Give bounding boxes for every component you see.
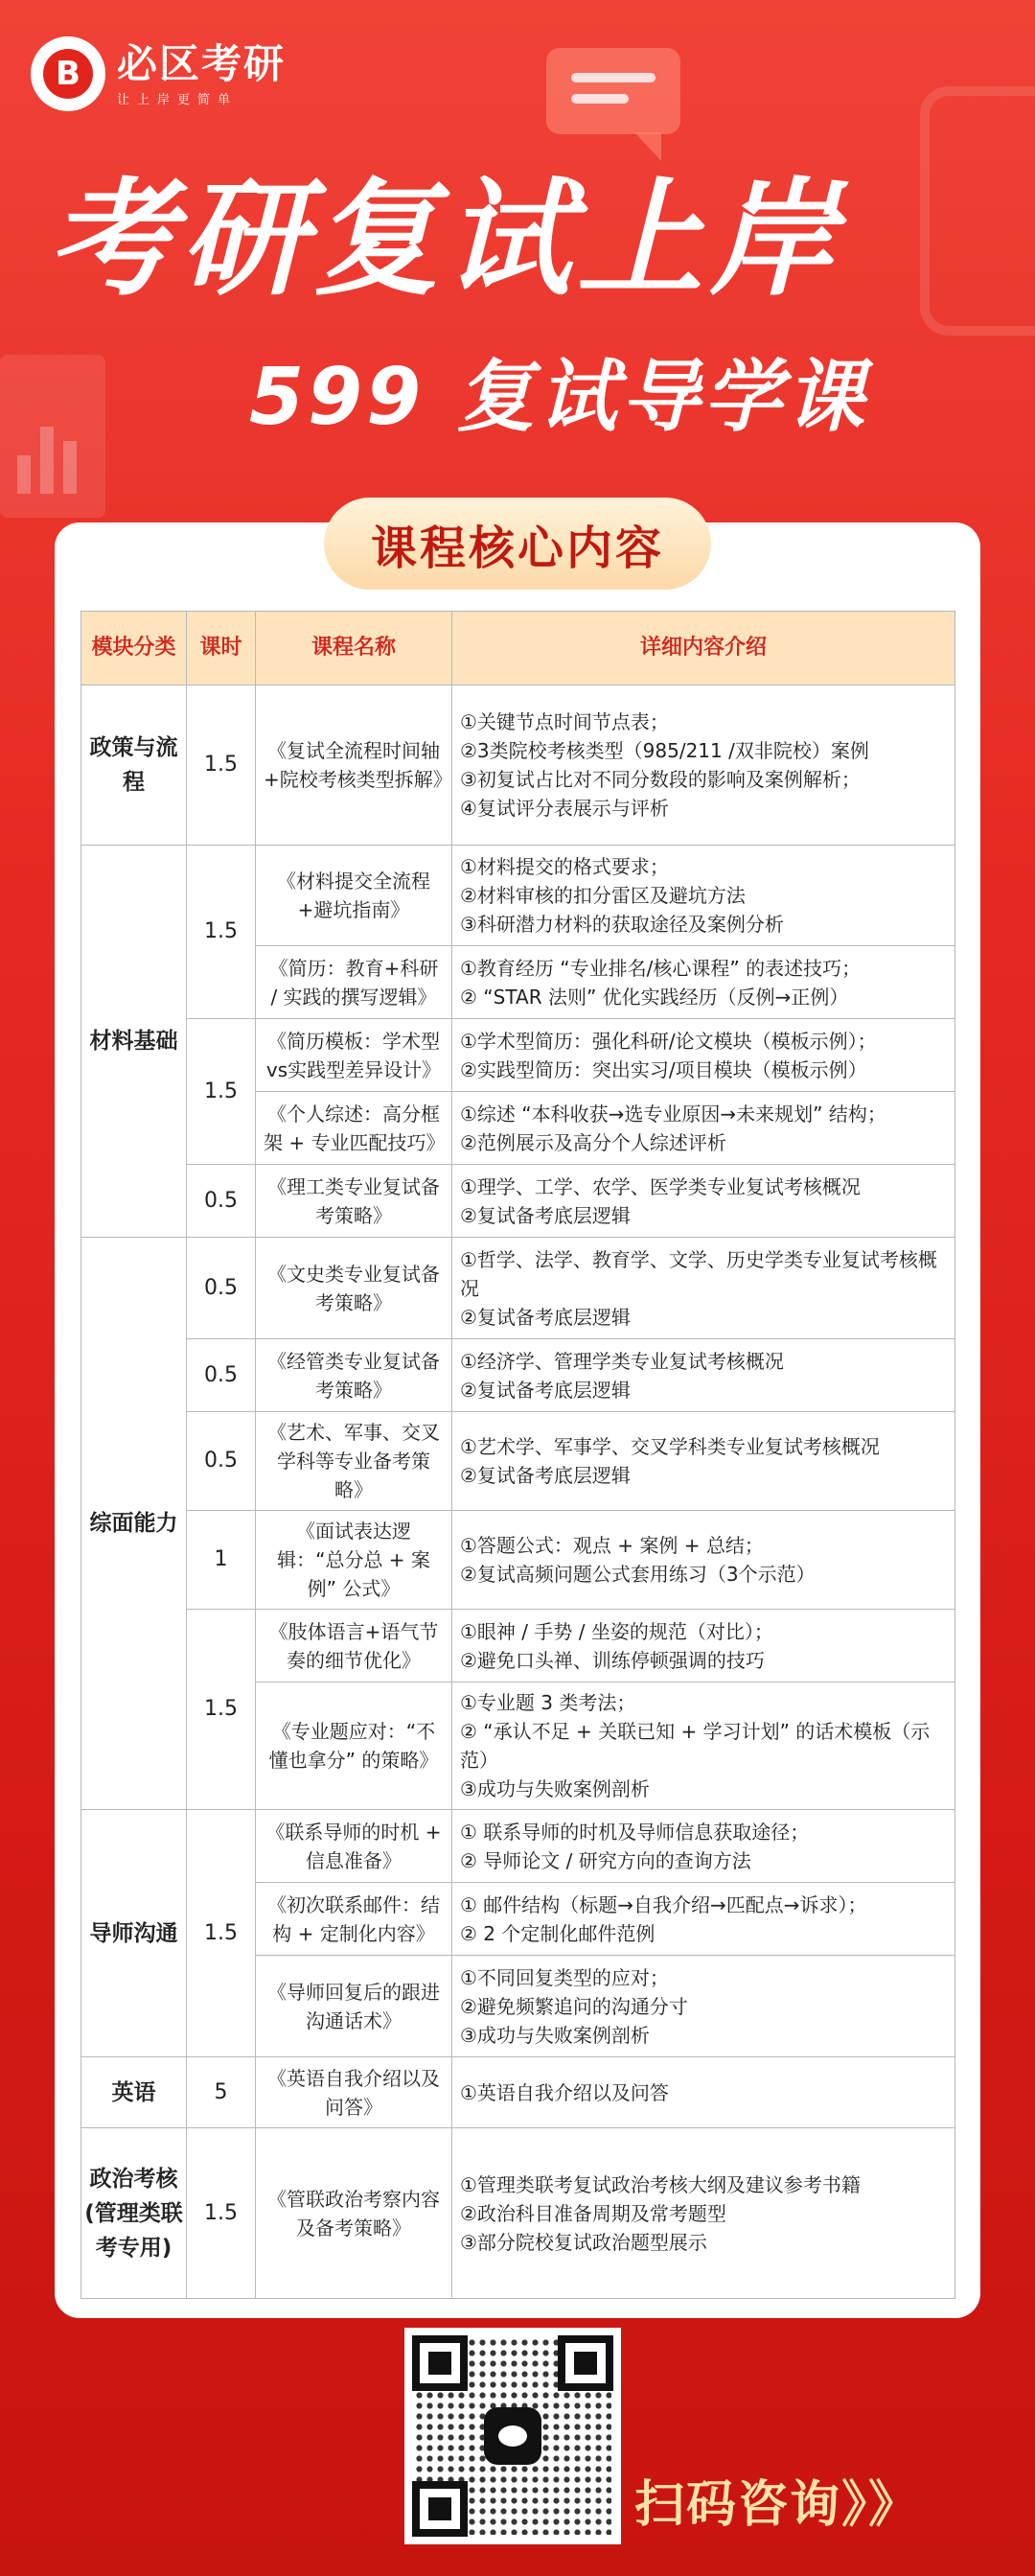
table-header-row [81, 612, 955, 685]
module-cell: 导师沟通 [81, 1810, 187, 2057]
detail-line: ②复试高频问题公式套用练习（3个示范） [460, 1563, 816, 1586]
course-name-cell: 《简历：教育+科研 / 实践的撰写逻辑》 [256, 946, 452, 1019]
chat-bubble-icon [546, 48, 680, 134]
qr-finder [412, 2481, 468, 2537]
course-name-cell: 《联系导师的时机 + 信息准备》 [256, 1810, 452, 1883]
brand-name: 必区考研 [117, 39, 287, 87]
qr-finder [412, 2335, 468, 2391]
course-name-cell: 《经管类专业复试备考策略》 [256, 1339, 452, 1412]
detail-line: ① 邮件结构（标题→自我介绍→匹配点→诉求）； [460, 1892, 867, 1916]
table-row [81, 2057, 955, 2128]
detail-line: ② “STAR 法则” 优化实践经历（反例→正例） [460, 985, 849, 1009]
details-cell [452, 1339, 955, 1412]
header-details: 详细内容介绍 [452, 612, 955, 685]
header-hours: 课时 [187, 612, 256, 685]
details-cell [452, 1683, 955, 1810]
course-name-cell: 《导师回复后的跟进沟通话术》 [256, 1956, 452, 2057]
detail-line: ③成功与失败案例剖析 [460, 1777, 650, 1800]
detail-line: ①管理类联考复试政治考核大纲及建议参考书籍 [460, 2172, 861, 2196]
detail-line: ①艺术学、军事学、交叉学科类专业复试考核概况 [460, 1435, 880, 1458]
details-cell [452, 1511, 955, 1610]
bubble-line [571, 94, 629, 104]
logo-icon-letter: B [43, 49, 93, 99]
detail-line: ② “承认不足 + 关联已知 + 学习计划” 的话术模板（示范） [460, 1720, 931, 1772]
table-row [81, 1339, 955, 1412]
course-name-cell: 《简历模板：学术型vs实践型差异设计》 [256, 1019, 452, 1092]
course-name-cell: 《专业题应对：“不懂也拿分” 的策略》 [256, 1683, 452, 1810]
detail-line: ①材料提交的格式要求； [460, 855, 669, 878]
scan-consult-text: 扫码咨询》》 [634, 2476, 921, 2534]
detail-line: ①英语自我介绍以及问答 [460, 2080, 669, 2104]
details-cell [452, 946, 955, 1019]
detail-line: ②复试备考底层逻辑 [460, 1203, 631, 1227]
detail-line: ①专业题 3 类考法； [460, 1691, 636, 1714]
detail-line: ①答题公式：观点 + 案例 + 总结； [460, 1534, 764, 1557]
hours-cell: 0.5 [187, 1412, 256, 1511]
main-title: 考研复试上岸 [48, 166, 841, 313]
details-cell [452, 1956, 955, 2057]
table-row [81, 1511, 955, 1610]
details-cell [452, 1810, 955, 1883]
hours-cell: 5 [187, 2057, 256, 2128]
detail-line: ②复试备考底层逻辑 [460, 1378, 631, 1402]
details-cell [452, 1412, 955, 1511]
table-row [81, 685, 955, 846]
course-name-cell: 《面试表达逻辑：“总分总 + 案例” 公式》 [256, 1511, 452, 1610]
detail-line: ①关键节点时间节点表； [460, 710, 669, 733]
detail-line: ② 2 个定制化邮件范例 [460, 1921, 656, 1945]
detail-line: ② 导师论文 / 研究方向的查询方法 [460, 1848, 751, 1872]
module-cell: 材料基础 [81, 846, 187, 1238]
detail-line: ①理学、工学、农学、医学类专业复试考核概况 [460, 1174, 861, 1198]
hours-cell: 1.5 [187, 846, 256, 1019]
module-cell: 政策与流程 [81, 685, 187, 846]
detail-line: ① 联系导师的时机及导师信息获取途径； [460, 1820, 810, 1844]
hours-cell: 0.5 [187, 1339, 256, 1412]
course-name-cell: 《管联政治考察内容及备考策略》 [256, 2128, 452, 2299]
detail-line: ①学术型简历：强化科研/论文模块（模板示例）； [460, 1029, 877, 1053]
chart-decoration [0, 355, 105, 518]
course-name-cell: 《个人综述：高分框架 + 专业匹配技巧》 [256, 1092, 452, 1165]
bubble-line [571, 73, 656, 82]
detail-line: ①教育经历 “专业排名/核心课程” 的表述技巧； [460, 956, 862, 980]
hours-cell: 1.5 [187, 685, 256, 846]
detail-line: ①眼神 / 手势 / 坐姿的规范（对比）； [460, 1619, 773, 1643]
details-cell [452, 1092, 955, 1165]
qr-code[interactable] [404, 2328, 621, 2544]
module-cell: 综面能力 [81, 1238, 187, 1810]
course-name-cell: 《文史类专业复试备考策略》 [256, 1238, 452, 1339]
detail-line: ②政治科目准备周期及常考题型 [460, 2201, 726, 2225]
course-name-cell: 《英语自我介绍以及问答》 [256, 2057, 452, 2128]
detail-line: ①不同回复类型的应对； [460, 1965, 669, 1989]
course-name-cell: 《肢体语言+语气节奏的细节优化》 [256, 1610, 452, 1683]
hours-cell: 1.5 [187, 1610, 256, 1810]
detail-line: ③初复试占比对不同分数段的影响及案例解析； [460, 768, 861, 791]
detail-line: ②复试备考底层逻辑 [460, 1464, 631, 1487]
table-row [81, 1238, 955, 1339]
details-cell [452, 1165, 955, 1238]
table-row [81, 2128, 955, 2299]
detail-line: ②3类院校考核类型（985/211 /双非院校）案例 [460, 739, 869, 762]
table-row [81, 1810, 955, 1883]
detail-line: ④复试评分表展示与评析 [460, 797, 669, 820]
details-cell [452, 2057, 955, 2128]
table-row [81, 1412, 955, 1511]
detail-line: ②材料审核的扣分雷区及避坑方法 [460, 884, 746, 907]
deco-bar [63, 441, 77, 494]
detail-line: ③成功与失败案例剖析 [460, 2023, 650, 2047]
deco-bar [40, 427, 54, 494]
hours-cell: 0.5 [187, 1238, 256, 1339]
table-row [81, 1610, 955, 1683]
detail-line: ②范例展示及高分个人综述评析 [460, 1130, 726, 1154]
detail-line: ②避免口头禅、训练停顿强调的技巧 [460, 1648, 765, 1672]
details-cell [452, 2128, 955, 2299]
course-name-cell: 《材料提交全流程+避坑指南》 [256, 846, 452, 946]
detail-line: ②复试备考底层逻辑 [460, 1305, 631, 1329]
module-cell: 政治考核(管理类联考专用) [81, 2128, 187, 2299]
course-name-cell: 《复试全流程时间轴+院校考核类型拆解》 [256, 685, 452, 846]
details-cell [452, 846, 955, 946]
details-cell [452, 1610, 955, 1683]
details-cell [452, 1019, 955, 1092]
section-title: 课程核心内容 [324, 498, 711, 590]
course-name-cell: 《初次联系邮件：结构 + 定制化内容》 [256, 1883, 452, 1956]
detail-line: ③部分院校复试政治题型展示 [460, 2230, 707, 2254]
header-course-name: 课程名称 [256, 612, 452, 685]
header-module: 模块分类 [81, 612, 187, 685]
hours-cell: 1 [187, 1511, 256, 1610]
module-cell: 英语 [81, 2057, 187, 2128]
details-cell [452, 1238, 955, 1339]
detail-line: ②实践型简历：突出实习/项目模块（模板示例） [460, 1057, 867, 1081]
hours-cell: 1.5 [187, 1810, 256, 2057]
detail-line: ③科研潜力材料的获取途径及案例分析 [460, 913, 784, 936]
detail-line: ①经济学、管理学类专业复试考核概况 [460, 1349, 784, 1373]
brand-logo [31, 36, 286, 111]
course-name-cell: 《理工类专业复试备考策略》 [256, 1165, 452, 1238]
wechat-icon [484, 2407, 541, 2465]
deco-bar [17, 455, 31, 494]
sub-title: 599 复试导学课 [249, 352, 868, 443]
table-row [81, 1165, 955, 1238]
details-cell [452, 685, 955, 846]
logo-icon [31, 36, 105, 111]
hours-cell: 1.5 [187, 1019, 256, 1165]
detail-line: ①综述 “本科收获→选专业原因→未来规划” 结构； [460, 1102, 886, 1126]
hours-cell: 1.5 [187, 2128, 256, 2299]
course-table [80, 611, 955, 2299]
brand-slogan: 让上岸更简单 [117, 92, 239, 107]
course-name-cell: 《艺术、军事、交叉学科等专业备考策略》 [256, 1412, 452, 1511]
hours-cell: 0.5 [187, 1165, 256, 1238]
detail-line: ①哲学、法学、教育学、文学、历史学类专业复试考核概况 [460, 1247, 937, 1300]
table-row [81, 846, 955, 946]
qr-finder [558, 2335, 613, 2391]
detail-line: ②避免频繁追问的沟通分寸 [460, 1994, 688, 2018]
details-cell [452, 1883, 955, 1956]
table-row [81, 1019, 955, 1092]
